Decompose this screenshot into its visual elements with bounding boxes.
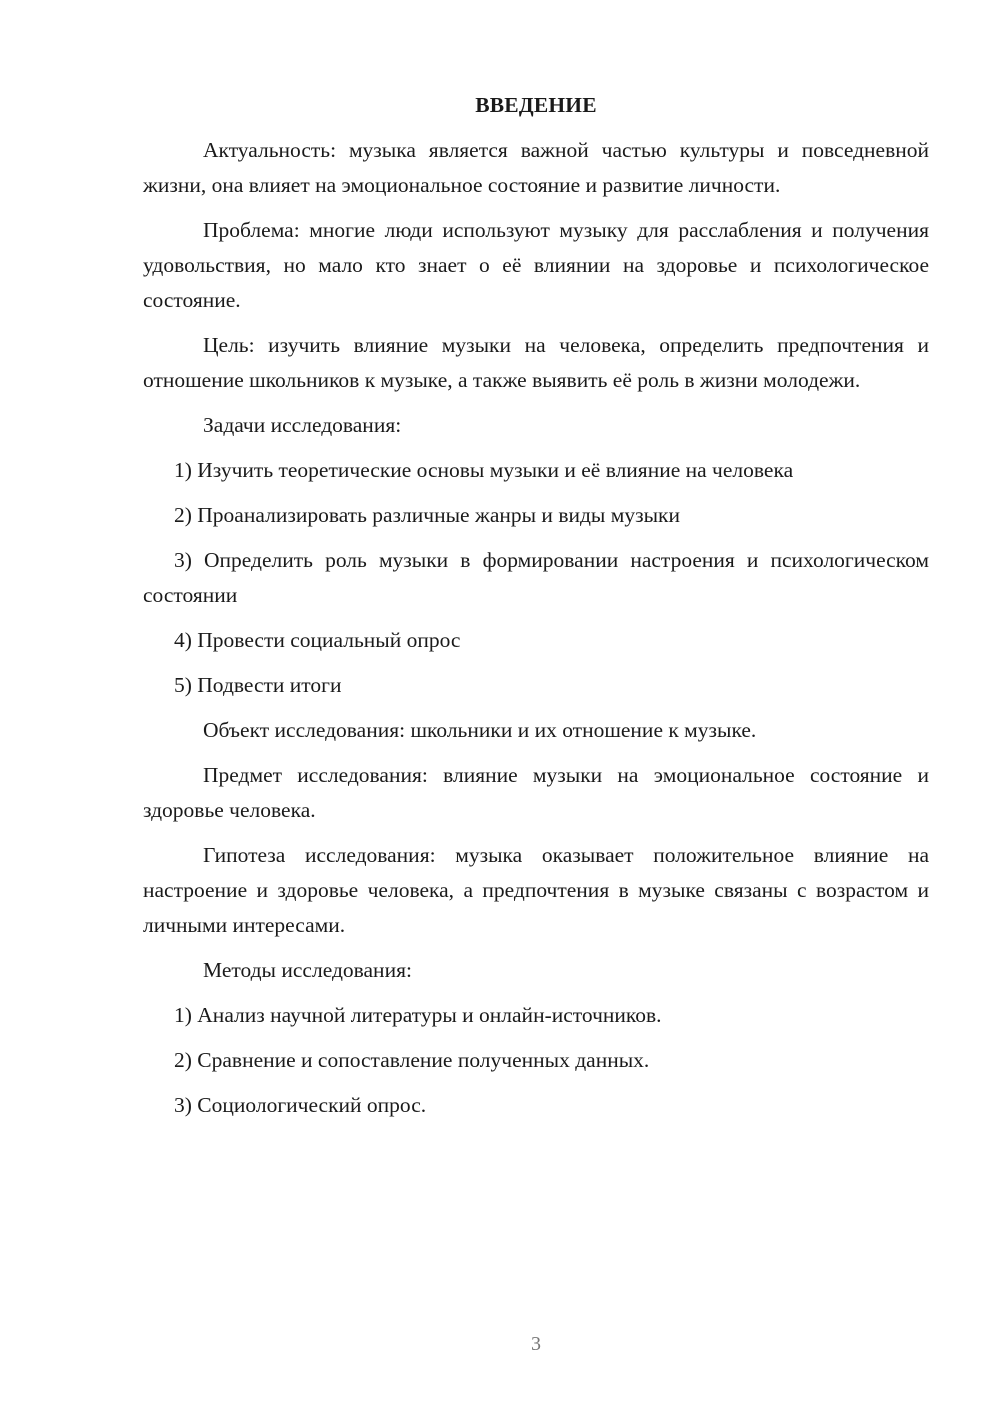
list-item: 2) Сравнение и сопоставление полученных данных. [174, 1048, 650, 1072]
paragraph-goal: Цель: изучить влияние музыки на человека, определить предпочтения и отношение школьников к музыке, а также выявить её роль в жизни молодежи. [143, 333, 929, 392]
list-item: 4) Провести социальный опрос [174, 628, 461, 652]
paragraph-tasks-heading: Задачи исследования: [203, 413, 402, 437]
paragraph-relevance: Актуальность: музыка является важной частью культуры и повседневной жизни, она влияет на эмоциональное состояние и развитие личности. [143, 138, 929, 197]
section-title: ВВЕДЕНИЕ [475, 93, 597, 117]
list-item: 3) Социологический опрос. [174, 1093, 427, 1117]
paragraph-object: Объект исследования: школьники и их отношение к музыке. [203, 718, 757, 742]
list-item: 3) Определить роль музыки в формировании настроения и психологическом состоянии [143, 548, 929, 607]
document-page [143, 88, 929, 1133]
list-item: 1) Анализ научной литературы и онлайн-источников. [174, 1003, 662, 1027]
list-item: 5) Подвести итоги [174, 673, 342, 697]
paragraph-subject: Предмет исследования: влияние музыки на эмоциональное состояние и здоровье человека. [143, 763, 929, 822]
paragraph-methods-heading: Методы исследования: [203, 958, 412, 982]
paragraph-problem: Проблема: многие люди используют музыку для расслабления и получения удовольствия, но мало кто знает о её влиянии на здоровье и психологическое состояние. [143, 218, 929, 312]
list-item: 2) Проанализировать различные жанры и виды музыки [174, 503, 680, 527]
paragraph-hypothesis: Гипотеза исследования: музыка оказывает положительное влияние на настроение и здоровье человека, а предпочтения в музыке связаны с возрастом и личными интересами. [143, 843, 929, 937]
list-item: 1) Изучить теоретические основы музыки и её влияние на человека [174, 458, 794, 482]
page-number: 3 [531, 1333, 541, 1355]
